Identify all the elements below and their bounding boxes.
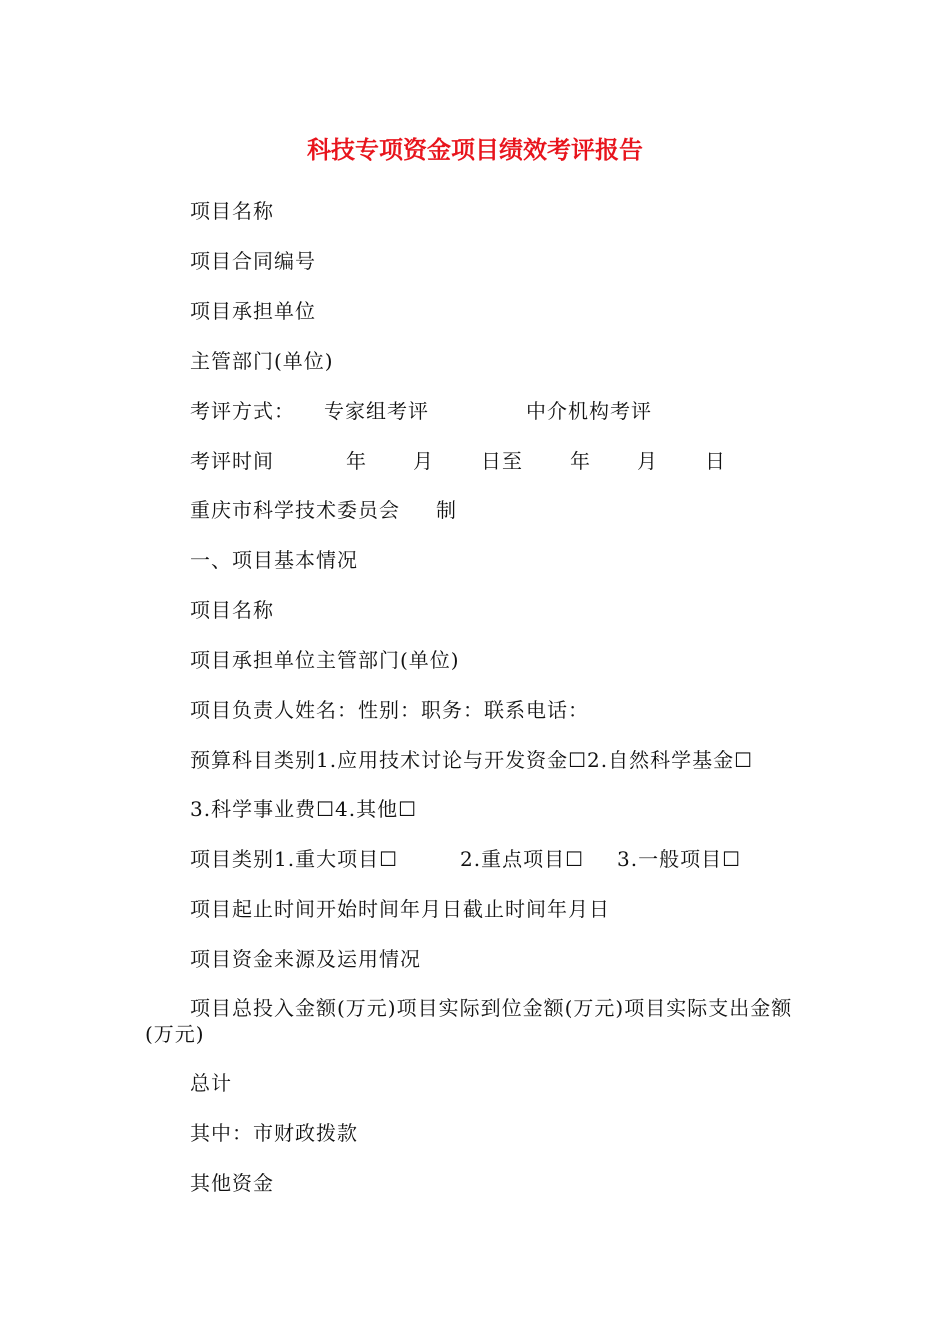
issuer-name: 重庆市科学技术委员会: [190, 498, 400, 522]
section1-funding-columns: 项目总投入金额(万元)项目实际到位金额(万元)项目实际支出金额(万元): [145, 996, 793, 1046]
eval-time-day-to: 日至: [481, 449, 523, 473]
cover-issuer: [0, 495, 950, 525]
section1-heading: 一、项目基本情况: [190, 548, 358, 572]
project-category-major: 项目类别1.重大项目☐: [190, 847, 399, 871]
section1-period: 项目起止时间开始时间年月日截止时间年月日: [190, 897, 610, 921]
eval-method-option-agency: 中介机构考评: [526, 399, 652, 423]
eval-time-year2: 年: [570, 449, 591, 473]
cover-contract-no: 项目合同编号: [190, 249, 316, 273]
section1-budget-category-1: 预算科目类别1.应用技术讨论与开发资金☐2.自然科学基金☐: [190, 748, 754, 772]
project-category-general: 3.一般项目☐: [617, 847, 742, 871]
document-title: 科技专项资金项目绩效考评报告: [307, 136, 643, 164]
eval-method-option-expert: 专家组考评: [324, 399, 429, 423]
eval-time-month1: 月: [413, 449, 434, 473]
section1-undertaking-dept: 项目承担单位主管部门(单位): [190, 648, 460, 672]
cover-supervising-dept: 主管部门(单位): [190, 349, 334, 373]
eval-time-month2: 月: [637, 449, 658, 473]
issuer-suffix: 制: [436, 498, 457, 522]
section1-leader-info: 项目负责人姓名：性别：职务：联系电话：: [190, 698, 589, 722]
project-category-key: 2.重点项目☐: [460, 847, 585, 871]
section1-other-funds: 其他资金: [190, 1171, 274, 1195]
section1-city-funding: 其中：市财政拨款: [190, 1121, 358, 1145]
cover-undertaking-unit: 项目承担单位: [190, 299, 316, 323]
section1-total: 总计: [190, 1071, 232, 1095]
eval-method-label: 考评方式：: [190, 399, 295, 423]
eval-time-year1: 年: [346, 449, 367, 473]
section1-project-category: [0, 844, 950, 874]
eval-time-label: 考评时间: [190, 449, 274, 473]
eval-time-day2: 日: [705, 449, 726, 473]
section1-budget-category-2: 3.科学事业费☐4.其他☐: [190, 797, 418, 821]
section1-funding-heading: 项目资金来源及运用情况: [190, 947, 421, 971]
section1-project-name: 项目名称: [190, 598, 274, 622]
cover-eval-time: [0, 446, 950, 476]
cover-project-name: 项目名称: [190, 199, 274, 223]
cover-eval-method: [0, 396, 950, 426]
